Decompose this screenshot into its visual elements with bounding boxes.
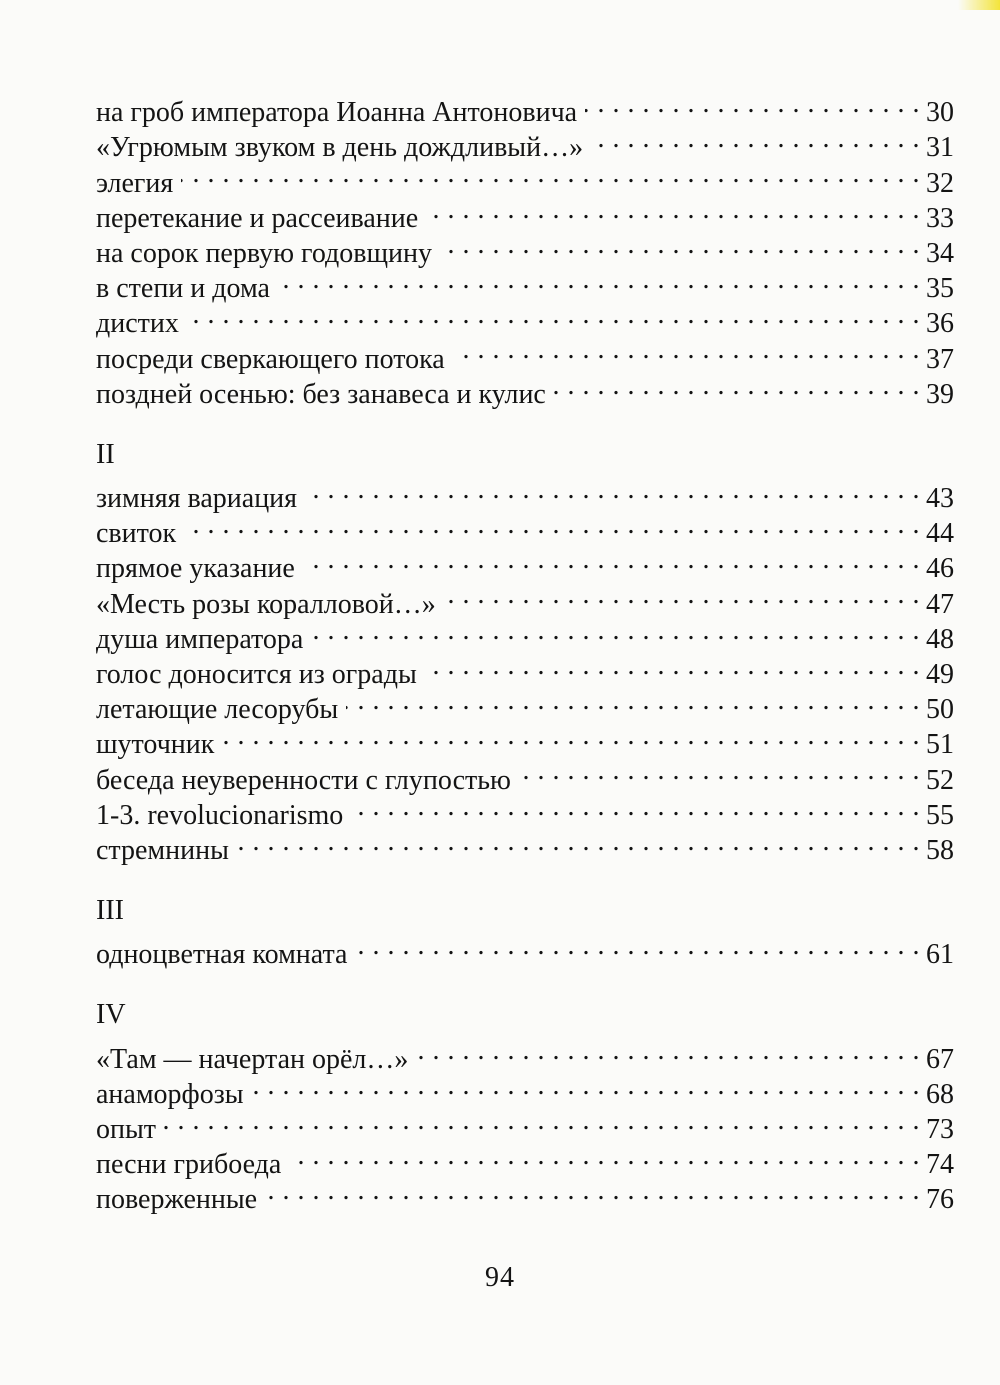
dot-leader: [440, 227, 920, 262]
dot-leader: [346, 683, 920, 718]
entry-title: душа императора: [96, 623, 304, 655]
entry-title: голос доносится из ограды: [96, 659, 417, 690]
entry-page: 73: [926, 1114, 954, 1146]
toc-entry: [96, 507, 954, 550]
toc-entry: [96, 297, 954, 340]
entry-page: 55: [926, 799, 954, 831]
entry-page: 49: [926, 659, 954, 690]
entry-title: «Угрюмым звуком в день дождливый…»: [96, 132, 584, 164]
entry-page: 46: [926, 553, 954, 585]
dot-leader: [305, 472, 920, 507]
entry-page: 67: [926, 1043, 954, 1075]
entry-title: поверженные: [96, 1184, 258, 1216]
toc-group-4: [96, 1033, 954, 1216]
entry-page: 32: [926, 167, 954, 199]
dot-leader: [453, 332, 920, 367]
entry-title: зимняя вариация: [96, 483, 298, 515]
entry-title: опыт: [96, 1114, 157, 1146]
entry-page: 52: [926, 764, 954, 796]
dot-leader: [426, 192, 920, 227]
entry-title: стремнины: [96, 834, 229, 866]
dot-leader: [303, 542, 920, 577]
dot-leader: [252, 1068, 920, 1103]
toc-entry: [96, 192, 954, 234]
entry-title: летающие лесорубы: [96, 694, 339, 726]
entry-page: 35: [926, 273, 954, 305]
entry-page: 39: [926, 378, 954, 410]
dot-leader: [554, 368, 920, 403]
toc-entry: [96, 542, 954, 585]
toc-group-2: [96, 472, 954, 866]
entry-page: 68: [926, 1078, 954, 1110]
dot-leader: [184, 507, 920, 542]
entry-page: 48: [926, 623, 954, 655]
entry-page: 37: [926, 343, 954, 375]
toc-entry: [96, 1138, 954, 1181]
entry-page: 30: [926, 97, 954, 129]
entry-page: 51: [926, 729, 954, 761]
dot-leader: [164, 1103, 920, 1138]
table-of-contents: [96, 86, 954, 1216]
toc-entry: [96, 928, 954, 971]
toc-entry: [96, 753, 954, 796]
entry-title: посреди сверкающего потока: [96, 343, 445, 375]
dot-leader: [416, 1033, 920, 1068]
entry-page: 36: [926, 308, 954, 340]
entry-page: 47: [926, 588, 954, 620]
section-heading-4: IV: [96, 999, 126, 1031]
entry-title: одноцветная комната: [96, 939, 348, 971]
entry-title: на сорок первую годовщину: [96, 237, 433, 269]
toc-entry: [96, 1033, 954, 1075]
dot-leader: [519, 753, 920, 788]
dot-leader: [181, 156, 920, 191]
dot-leader: [187, 297, 920, 332]
entry-title: поздней осенью: без занавеса и кулис: [96, 378, 546, 410]
toc-entry: [96, 156, 954, 199]
entry-page: 44: [926, 518, 954, 550]
entry-page: 31: [926, 132, 954, 164]
entry-title: беседа неуверенности с глупостью: [96, 764, 511, 796]
page-number: 94: [485, 1262, 515, 1293]
entry-title: «Месть розы коралловой…»: [96, 588, 436, 620]
dot-leader: [444, 577, 920, 612]
entry-page: 34: [926, 237, 954, 269]
dot-leader: [425, 648, 920, 683]
entry-title: 1-3. revolucionarismo: [96, 799, 344, 831]
section-heading-3: III: [96, 894, 124, 926]
dot-leader: [222, 718, 920, 753]
toc-entry: [96, 472, 954, 515]
toc-entry: [96, 332, 954, 375]
toc-group-1: [96, 86, 954, 410]
dot-leader: [237, 824, 920, 859]
dot-leader: [289, 1138, 920, 1173]
entry-title: прямое указание: [96, 553, 295, 585]
entry-title: шуточник: [96, 729, 215, 761]
entry-title: перетекание и рассеивание: [96, 202, 419, 234]
entry-title: в степи и дома: [96, 273, 270, 305]
entry-title: анаморфозы: [96, 1078, 244, 1110]
entry-title: «Там — начертан орёл…»: [96, 1043, 409, 1075]
entry-page: 50: [926, 694, 954, 726]
toc-entry: [96, 1103, 954, 1146]
entry-title: элегия: [96, 167, 174, 199]
dot-leader: [265, 1173, 920, 1208]
entry-page: 58: [926, 834, 954, 866]
entry-page: 74: [926, 1149, 954, 1181]
entry-title: свиток: [96, 518, 177, 550]
toc-entry: [96, 86, 954, 129]
entry-page: 76: [926, 1184, 954, 1216]
dot-leader: [585, 86, 920, 121]
entry-title: песни грибоеда: [96, 1149, 282, 1181]
dot-leader: [355, 928, 920, 963]
toc-entry: [96, 718, 954, 761]
dot-leader: [311, 613, 920, 648]
dot-leader: [351, 789, 920, 824]
entry-page: 61: [926, 939, 954, 971]
yellow-corner-mark: [958, 0, 1000, 10]
section-heading-2: II: [96, 438, 115, 470]
entry-page: 43: [926, 483, 954, 515]
entry-title: дистих: [96, 308, 179, 340]
toc-group-3: [96, 928, 954, 971]
dot-leader: [591, 121, 920, 156]
entry-page: 33: [926, 202, 954, 234]
dot-leader: [278, 262, 920, 297]
entry-title: на гроб императора Иоанна Антоновича: [96, 97, 578, 129]
